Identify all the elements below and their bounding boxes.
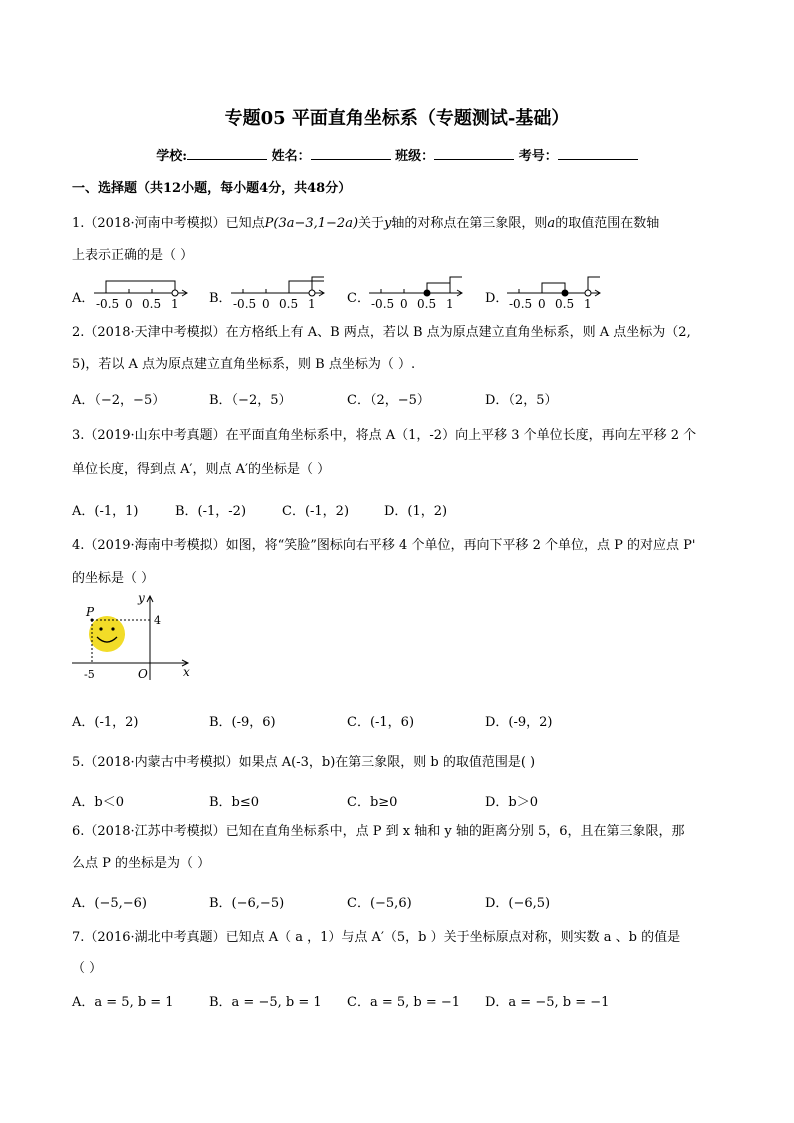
q7-option-c: C．a = 5, b = −1 <box>347 995 461 1010</box>
q6-option-b: B．(−6,−5) <box>209 896 285 911</box>
svg-text:0: 0 <box>400 297 408 311</box>
school-blank <box>187 145 267 160</box>
svg-text:0: 0 <box>262 297 270 311</box>
name-label: 姓名： <box>271 149 311 164</box>
svg-text:0: 0 <box>538 297 546 311</box>
exam-no-blank <box>558 145 638 160</box>
q4-smiley-figure <box>70 590 200 685</box>
q1-number-line-a <box>92 275 192 311</box>
svg-text:P: P <box>86 605 95 619</box>
svg-text:1: 1 <box>308 297 316 311</box>
q4-option-c: C．(-1，6) <box>347 715 415 730</box>
page-title: 专题05 平面直角坐标系（专题测试-基础） <box>224 108 570 129</box>
class-blank <box>434 145 514 160</box>
name-blank <box>311 145 391 160</box>
q1-number-line-b <box>229 275 329 311</box>
q2-option-d: D．（2，5） <box>485 393 558 408</box>
q3-option-c: C．(-1，2) <box>282 504 350 519</box>
svg-text:x: x <box>183 665 190 679</box>
q5-option-a: A．b＜0 <box>72 795 124 810</box>
q7-stem-line1: 7.（2016·湖北中考真题）已知点 A（ a ，1）与点 A′（5，b ）关于坐标原点对称，则实数 a 、b 的值是 <box>72 930 681 945</box>
q5-option-b: B．b≤0 <box>209 795 260 810</box>
school-label: 学校: <box>156 149 188 164</box>
q2-stem-line2: 5)，若以 A 点为原点建立直角坐标系，则 B 点坐标为（ ）. <box>72 357 416 372</box>
svg-text:-0.5: -0.5 <box>233 297 257 311</box>
q3-option-d: D．(1，2) <box>384 504 448 519</box>
q4-option-d: D．(-9，2) <box>485 715 553 730</box>
q5-stem: 5.（2018·内蒙古中考模拟）如果点 A(-3，b)在第三象限，则 b 的取值范围是( ) <box>72 755 536 770</box>
q1-option-a-label: A． <box>72 291 95 306</box>
svg-text:y: y <box>138 591 145 605</box>
q7-option-b: B．a = −5, b = 1 <box>209 995 322 1010</box>
q1-option-d-label: D． <box>485 291 509 306</box>
q4-option-b: B．(-9，6) <box>209 715 276 730</box>
q7-option-d: D．a = −5, b = −1 <box>485 995 610 1010</box>
q2-option-a: A．（−2，−5） <box>72 393 166 408</box>
class-label: 班级： <box>395 149 435 164</box>
q2-option-c: C．（2，−5） <box>347 393 430 408</box>
q6-option-a: A．(−5,−6) <box>72 896 147 911</box>
q1-option-b-label: B． <box>209 291 232 306</box>
q6-stem-line2: 么点 P 的坐标是为（ ） <box>72 856 211 871</box>
q4-option-a: A．(-1，2) <box>72 715 139 730</box>
q4-stem-line2: 的坐标是（ ） <box>72 571 155 586</box>
q1-stem-line2: 上表示正确的是（ ） <box>72 248 194 263</box>
svg-text:0: 0 <box>125 297 133 311</box>
q7-option-a: A．a = 5, b = 1 <box>72 995 174 1010</box>
q7-stem-line2: （ ） <box>72 961 103 976</box>
q3-option-a: A．(-1，1) <box>72 504 139 519</box>
svg-text:1: 1 <box>584 297 592 311</box>
svg-text:4: 4 <box>154 614 161 627</box>
q6-stem-line1: 6.（2018·江苏中考模拟）已知在直角坐标系中，点 P 到 x 轴和 y 轴的距离分别 5，6，且在第三象限，那 <box>72 824 685 839</box>
q1-option-c-label: C． <box>347 291 370 306</box>
svg-text:-0.5: -0.5 <box>371 297 395 311</box>
q3-option-b: B．(-1，-2) <box>175 504 247 519</box>
svg-text:0.5: 0.5 <box>555 297 575 311</box>
svg-text:0.5: 0.5 <box>142 297 162 311</box>
q2-stem-line1: 2.（2018·天津中考模拟）在方格纸上有 A、B 两点，若以 B 点为原点建立直角坐标系，则 A 点坐标为（2, <box>72 325 691 340</box>
svg-text:0.5: 0.5 <box>279 297 299 311</box>
q1-number-line-d <box>505 275 605 311</box>
q1-stem-line1: 1.（2018·河南中考模拟）已知点P(3a−3,1−2a)关于y轴的对称点在第三象限，则a的取值范围在数轴 <box>72 216 660 231</box>
svg-text:-5: -5 <box>84 668 95 681</box>
q6-option-c: C．(−5,6) <box>347 896 412 911</box>
q4-stem-line1: 4.（2019·海南中考模拟）如图，将“笑脸”图标向右平移 4 个单位，再向下平移 2 个单位，点 P 的对应点 P' <box>72 538 696 553</box>
svg-text:1: 1 <box>171 297 179 311</box>
q1-formula: P(3a−3,1−2a) <box>264 216 359 231</box>
svg-text:0.5: 0.5 <box>417 297 437 311</box>
svg-text:-0.5: -0.5 <box>509 297 533 311</box>
q2-option-b: B．（−2，5） <box>209 393 292 408</box>
section-heading: 一、选择题（共12小题，每小题4分，共48分） <box>72 181 352 196</box>
q3-stem-line2: 单位长度，得到点 A′，则点 A′的坐标是（ ） <box>72 462 331 477</box>
q1-number-line-c <box>367 275 467 311</box>
svg-text:1: 1 <box>446 297 454 311</box>
student-info-line <box>0 145 794 164</box>
svg-text:O: O <box>138 667 148 681</box>
q5-option-d: D．b＞0 <box>485 795 539 810</box>
q6-option-d: D．(−6,5) <box>485 896 551 911</box>
q3-stem-line1: 3.（2019·山东中考真题）在平面直角坐标系中，将点 A（1，-2）向上平移 3 个单位长度，再向左平移 2 个 <box>72 428 697 443</box>
svg-text:-0.5: -0.5 <box>96 297 120 311</box>
q5-option-c: C．b≥0 <box>347 795 398 810</box>
smiley-face-icon <box>89 616 125 652</box>
exam-no-label: 考号： <box>518 149 558 164</box>
